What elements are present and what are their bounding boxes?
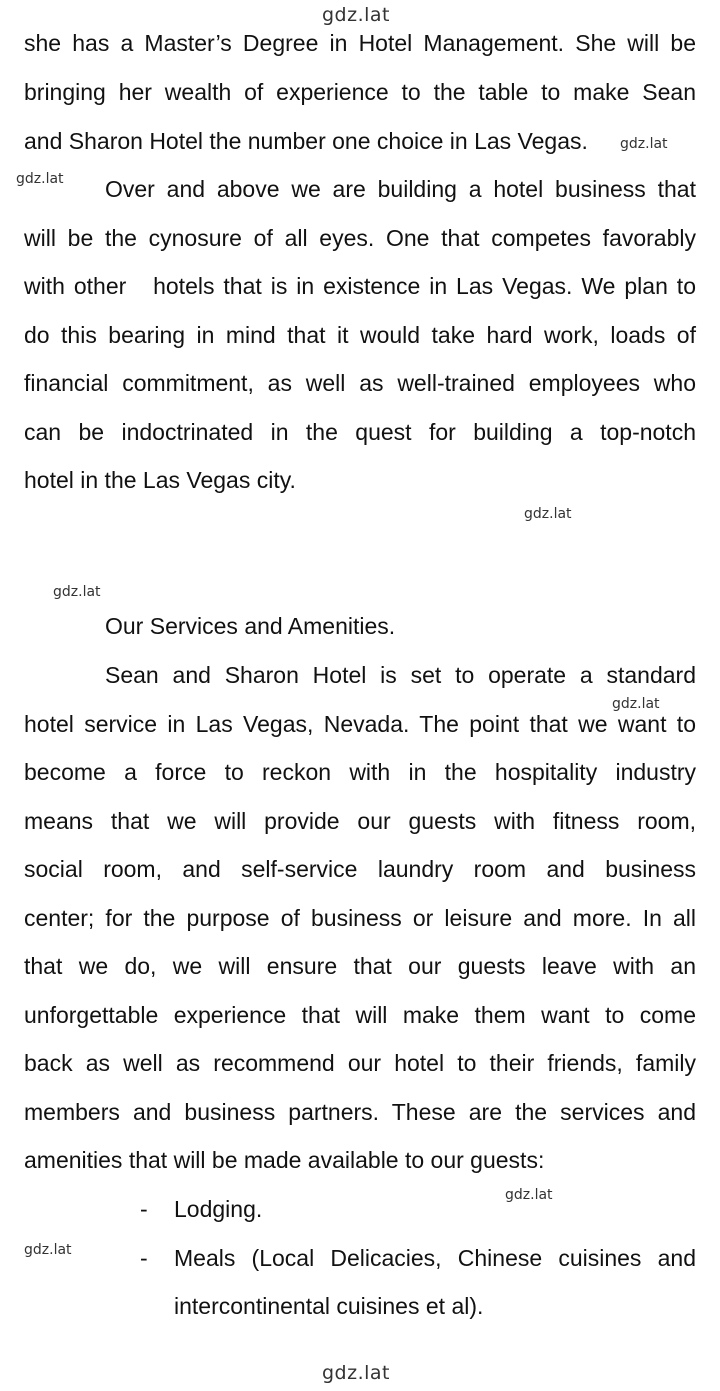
watermark-list-right: gdz.lat (505, 1187, 553, 1203)
watermark-top: gdz.lat (322, 4, 391, 26)
text-line: can be indoctrinated in the quest for building a top-notch (24, 419, 696, 445)
text-line: Over and above we are building a hotel business that (105, 176, 696, 202)
text-line: members and business partners. These are the services and (24, 1099, 696, 1125)
section-heading: Our Services and Amenities. (105, 613, 396, 639)
text-line: back as well as recommend our hotel to their friends, family (24, 1050, 696, 1076)
list-marker: - (140, 1245, 148, 1271)
list-item-text: Lodging. (174, 1196, 263, 1222)
list-item-text: Meals (Local Delicacies, Chinese cuisines and (174, 1245, 696, 1271)
text-line: become a force to reckon with in the hospitality industry (24, 759, 696, 785)
watermark-overlap: gdz.lat (612, 696, 660, 712)
text-line: social room, and self-service laundry room and business (24, 856, 696, 882)
text-line: and Sharon Hotel the number one choice in Las Vegas. (24, 128, 588, 154)
text-line: means that we will provide our guests with fitness room, (24, 808, 696, 834)
watermark-mid-right: gdz.lat (524, 506, 572, 522)
text-line: she has a Master’s Degree in Hotel Management. She will be (24, 30, 696, 56)
text-line: hotel in the Las Vegas city. (24, 467, 296, 493)
text-line: financial commitment, as well as well-trained employees who (24, 370, 696, 396)
text-line: that we do, we will ensure that our guests leave with an (24, 953, 696, 979)
text-line: will be the cynosure of all eyes. One that competes favorably (24, 225, 696, 251)
list-item-text: intercontinental cuisines et al). (174, 1293, 484, 1319)
text-line: Sean and Sharon Hotel is set to operate a standard (105, 662, 696, 688)
watermark-left: gdz.lat (16, 171, 64, 187)
list-marker: - (140, 1196, 148, 1222)
text-line: amenities that will be made available to our guests: (24, 1147, 545, 1173)
text-line: with other hotels that is in existence in Las Vegas. We plan to (24, 273, 696, 299)
watermark-bottom: gdz.lat (322, 1362, 391, 1384)
text-line: center; for the purpose of business or leisure and more. In all (24, 905, 696, 931)
text-line: hotel service in Las Vegas, Nevada. The point that we want to (24, 711, 696, 737)
watermark-list-left: gdz.lat (24, 1242, 72, 1258)
text-line: unforgettable experience that will make them want to come (24, 1002, 696, 1028)
watermark-mid-left: gdz.lat (53, 584, 101, 600)
text-line: do this bearing in mind that it would take hard work, loads of (24, 322, 696, 348)
text-line: bringing her wealth of experience to the table to make Sean (24, 79, 696, 105)
watermark-inline: gdz.lat (620, 136, 668, 152)
